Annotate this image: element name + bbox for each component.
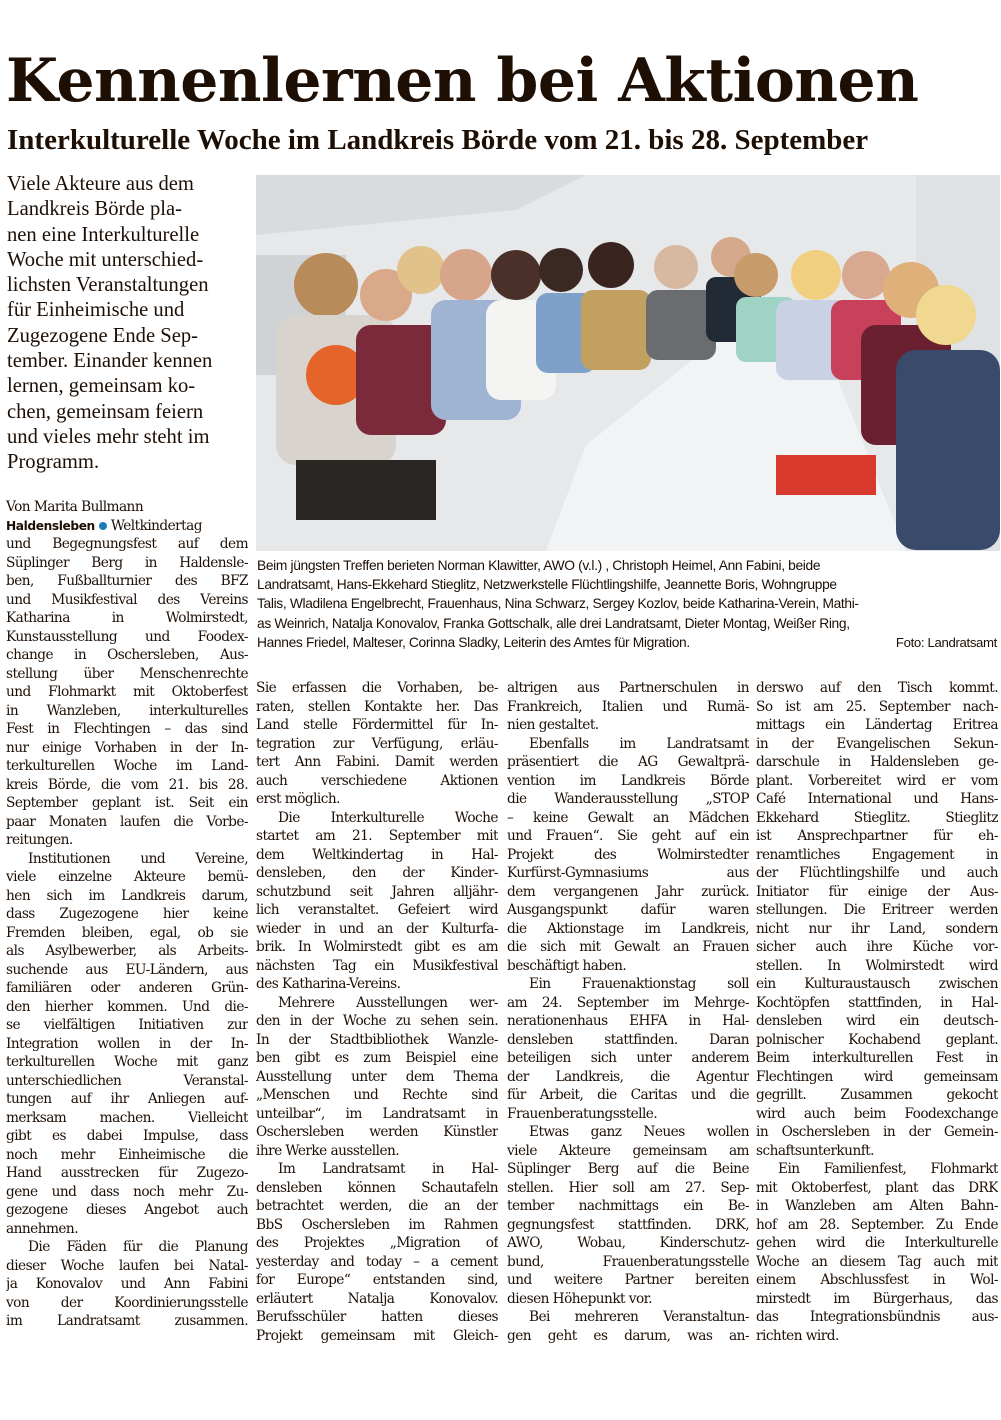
paragraph-start-line: Im Landratsamt in Hal-	[278, 1161, 498, 1177]
caption-line: Beim jüngsten Treffen berieten Norman Klawitter, AWO (v.l.) , Christoph Heimel, Ann Fabini, beide	[257, 558, 821, 573]
teaser	[7, 172, 247, 476]
text-line: merksam machen. Vielleicht	[6, 1109, 248, 1126]
text-line: dass Zugezogene hier keine	[6, 906, 248, 922]
text-line: erst möglich.	[256, 791, 340, 807]
text-line: gene und dass noch mehr Zu-	[6, 1183, 248, 1200]
subheadline: Interkulturelle Woche im Landkreis Börde vom 21. bis 28. September	[7, 124, 869, 157]
text-line: auch verschiedene Aktionen	[256, 772, 498, 789]
text-line: densleben, den der Kinder-	[256, 865, 498, 881]
teaser-line: für Einheimische und	[7, 299, 185, 322]
text-line: hen sich im Landkreis darum,	[6, 887, 248, 904]
text-line: und Musikfestival des Vereins	[6, 591, 248, 608]
caption-line: as Weinrich, Natalja Konovalov, Franka Gottschalk, alle drei Landratsamt, Dieter Montag, Weißer Ring,	[257, 615, 850, 631]
text-line: ein Kulturaustausch zwischen	[756, 976, 998, 992]
text-line: Katharina in Wolmirstedt,	[6, 610, 248, 626]
paragraph-start-line: Die Fäden für die Planung	[28, 1239, 248, 1255]
teaser-line: nen eine Interkulturelle	[7, 223, 200, 246]
paragraph-start-line: Die Interkulturelle Woche	[278, 809, 498, 826]
text-line: beschäftigt haben.	[507, 957, 627, 974]
text-line: das Integrationsbündnis aus-	[756, 1309, 998, 1325]
teaser-line: und vieles mehr steht im	[7, 425, 210, 448]
text-line: betrachtet werden, die an der	[256, 1198, 498, 1214]
text-line: den hierher kommen. Und die-	[6, 998, 248, 1015]
text-line: und Begegnungsfest auf dem	[6, 536, 248, 552]
text-line: unteilbar“, im Landratsamt in	[256, 1105, 498, 1122]
text-line: startet am 21. September mit	[256, 828, 498, 844]
text-line: stellung über Menschenrechte	[6, 665, 248, 682]
paragraph-start-line: Ein Frauenaktionstag soll	[529, 976, 749, 992]
text-line: „Menschen und Rechte sind	[256, 1087, 498, 1103]
text-line: ja Konovalov und Ann Fabini	[6, 1276, 248, 1292]
text-line: dieser Woche laufen bei Natal-	[6, 1257, 248, 1274]
text-line: und weitere Partner bereiten	[507, 1272, 749, 1288]
text-line: beteiligen sich unter anderem	[507, 1050, 749, 1066]
text-line: mit Oktoberfest, plant das DRK	[756, 1179, 998, 1196]
text-line: den in der Woche zu sehen sein.	[256, 1013, 498, 1029]
text-line: se vielfältigen Initiativen zur	[6, 1017, 248, 1033]
text-line: Initiator für einige der Aus-	[756, 883, 998, 900]
text-line: als Asylbewerber, als Arbeits-	[6, 943, 248, 959]
text-line: In der Stadtbibliothek Wanzle-	[256, 1031, 498, 1048]
text-line: Ausstellung unter dem Thema	[256, 1068, 498, 1085]
text-line: vention im Landkreis Börde	[507, 772, 749, 789]
photo-caption	[257, 556, 997, 652]
text-line: und Flohmarkt mit Oktoberfest	[6, 684, 248, 700]
byline: Von Marita Bullmann	[6, 499, 144, 515]
text-line: terkulturellen Woche im Land-	[6, 758, 248, 774]
text-line: Flechtingen wird gemeinsam	[756, 1068, 998, 1085]
text-line: Süplinger Berg auf die Beine	[507, 1161, 749, 1177]
text-line: stellen. Hier soll am 27. Sep-	[507, 1179, 749, 1196]
teaser-line: tember. Einander kennen	[7, 350, 213, 373]
teaser-line: Programm.	[7, 451, 100, 474]
paragraph-start-line: Etwas ganz Neues wollen	[529, 1124, 749, 1140]
text-line: September geplant ist. Seit ein	[6, 795, 248, 811]
text-line: nien gestaltet.	[507, 717, 599, 733]
photo-credit: Foto: Landratsamt	[895, 634, 997, 650]
text-line: Ausgangspunkt dafür waren	[507, 902, 749, 918]
teaser-line: chen, gemeinsam feiern	[7, 400, 204, 423]
first-line-text: Weltkindertag	[110, 517, 202, 534]
text-line: Projekt des Wolmirstedter	[507, 846, 749, 863]
text-line: brik. In Wolmirstedt gibt es am	[256, 939, 498, 955]
text-line: unterschiedlichen Veranstal-	[6, 1072, 248, 1089]
text-line: BbS Oschersleben im Rahmen	[256, 1216, 498, 1233]
text-line: – keine Gewalt an Mädchen	[507, 809, 749, 826]
text-line: densleben wird ein deutsch-	[756, 1013, 998, 1029]
text-line: kreis Börde, die vom 21. bis 28.	[6, 776, 248, 793]
text-line: gehen wird die Interkulturelle	[756, 1235, 998, 1251]
text-line: Ekkehard Stieglitz. Stieglitz	[756, 809, 998, 826]
text-line: mirstedt im Bürgerhaus, das	[756, 1290, 998, 1307]
text-line: viele Akteure gemeinsam am	[507, 1142, 749, 1159]
text-line: tegration zur Verfügung, erläu-	[256, 735, 498, 752]
text-line: densleben stattfinden. Daran	[507, 1031, 749, 1048]
text-line: dem Weltkindertag in Hal-	[256, 846, 498, 863]
paragraph-start-line: Ein Familienfest, Flohmarkt	[778, 1161, 998, 1177]
text-line: mittags ein Ländertag Eritrea	[756, 717, 998, 733]
text-line: renamtliches Engagement in	[756, 846, 998, 863]
text-line: tungen auf ihr Anliegen auf-	[6, 1091, 248, 1107]
text-line: in Wanzleben am Alten Bahn-	[756, 1198, 998, 1214]
text-line: wird auch beim Foodexchange	[756, 1105, 998, 1122]
teaser-line: Woche mit unterschied-	[7, 248, 204, 271]
text-line: gibt es dabei Impulse, dass	[6, 1128, 248, 1144]
text-line: nicht nur ihr Land, sondern	[756, 920, 998, 937]
text-line: plant. Vorbereitet wird er vom	[756, 772, 998, 789]
text-line: lich veranstaltet. Gefeiert wird	[256, 902, 498, 918]
text-line: Oschersleben werden Künstler	[256, 1124, 498, 1140]
caption-line: Landratsamt, Hans-Ekkehard Stieglitz, Netzwerkstelle Flüchtlingshilfe, Jeannette Boris, Wohngruppe	[257, 577, 837, 593]
text-line: ben, Fußballturnier des BFZ	[6, 573, 248, 589]
bullet-dot-icon	[99, 522, 107, 530]
text-line: nur einige Vorhaben in der In-	[6, 739, 248, 756]
text-line: stellen. In Wolmirstedt wird	[756, 957, 998, 974]
text-line: ihre Werke ausstellen.	[256, 1142, 400, 1159]
paragraph-start-line: Ebenfalls im Landratsamt	[529, 735, 749, 752]
paragraph-start-line: Mehrere Ausstellungen wer-	[278, 994, 498, 1011]
text-line: richten wird.	[756, 1327, 839, 1344]
text-line: change in Oschersleben, Aus-	[6, 647, 248, 663]
text-line: präsentiert die AG Gewaltprä-	[507, 754, 749, 770]
text-line: Berufsschüler hatten dieses	[256, 1309, 498, 1325]
text-line: erläutert Natalja Konovalov.	[256, 1290, 498, 1307]
text-line: gen geht es darum, was an-	[507, 1327, 749, 1344]
text-line: bund, Frauenberatungsstelle	[507, 1253, 749, 1270]
text-line: einem Abschlussfest in Wol-	[756, 1272, 998, 1288]
text-line: raten, stellen Kontakte her. Das	[256, 698, 498, 715]
caption-line: Talis, Wladilena Engelbrecht, Frauenhaus, Nina Schwarz, Sergey Kozlov, beide Katharina-Verein, Mathi-	[257, 596, 859, 612]
text-line: Land stelle Fördermittel für In-	[256, 717, 498, 733]
text-line: Integration wollen in der In-	[6, 1035, 248, 1052]
article-column-4	[756, 679, 998, 1345]
text-line: Café International und Hans-	[756, 791, 998, 807]
text-line: die sich mit Gewalt an Frauen	[507, 939, 749, 955]
text-line: ist Ansprechpartner für eh-	[756, 828, 998, 844]
text-line: Süplinger Berg in Haldensle-	[6, 554, 248, 571]
text-line: im Landratsamt zusammen.	[6, 1313, 248, 1329]
text-line: dem vergangenen Jahr zurück.	[507, 883, 749, 900]
text-line: terkulturellen Woche mit ganz	[6, 1054, 248, 1070]
text-line: tember nachmittags ein Be-	[507, 1198, 749, 1214]
text-line: tert Ann Fabini. Damit werden	[256, 754, 498, 770]
text-line: ben gibt es zum Beispiel eine	[256, 1050, 498, 1066]
text-line: diesen Höhepunkt vor.	[507, 1290, 652, 1307]
text-line: polnischer Kochabend geplant.	[756, 1031, 998, 1048]
text-line: densleben können Schautafeln	[256, 1179, 498, 1196]
teaser-line: Viele Akteure aus dem	[7, 173, 194, 195]
photo-illustration	[256, 175, 1000, 551]
text-line: noch mehr Einheimische die	[6, 1146, 248, 1163]
text-line: und Frauen“. Sie geht auf ein	[507, 828, 749, 844]
text-line: suchende aus EU-Ländern, aus	[6, 961, 248, 978]
text-line: familiären oder anderen Grün-	[6, 980, 248, 996]
dateline-line	[6, 517, 248, 536]
text-line: Fremden bleiben, egal, ob sie	[6, 924, 248, 941]
text-line: viele einzelne Akteure bemü-	[6, 869, 248, 885]
text-line: am 24. September im Mehrge-	[507, 994, 749, 1011]
text-line: die Aktionstage im Landkreis,	[507, 920, 749, 937]
teaser-line: lichsten Veranstaltungen	[7, 274, 209, 297]
text-line: nerationenhaus EHFA in Hal-	[507, 1013, 749, 1029]
caption-line: Hannes Friedel, Malteser, Corinna Sladky, Leiterin des Amtes für Migration.	[257, 634, 690, 650]
text-line: Beim interkulturellen Fest in	[756, 1050, 998, 1066]
text-line: in Wanzleben, interkulturelles	[6, 702, 248, 719]
text-line: Kochtöpfen stattfinden, in Hal-	[756, 994, 998, 1011]
text-line: des Projektes „Migration of	[256, 1235, 498, 1251]
text-line: Woche an diesem Tag auch mit	[756, 1253, 998, 1270]
paragraph-start-line: Institutionen und Vereine,	[28, 850, 248, 867]
text-line: die Wanderausstellung „STOP	[507, 791, 749, 807]
text-line: paar Monaten laufen die Vorbe-	[6, 813, 248, 830]
text-line: für Arbeit, die Caritas und die	[507, 1087, 749, 1103]
text-line: in der Evangelischen Sekun-	[756, 735, 998, 752]
text-line: darschule in Haldensleben ge-	[756, 754, 998, 770]
teaser-line: Zugezogene Ende Sep-	[7, 324, 198, 347]
text-line: des Katharina-Vereins.	[256, 976, 401, 992]
text-line: hof am 28. September. Zu Ende	[756, 1216, 998, 1233]
article-column-2	[256, 679, 498, 1345]
text-line: AWO, Wobau, Kinderschutz-	[507, 1235, 749, 1251]
text-line: Kurfürst-Gymnasiums aus	[507, 865, 749, 881]
text-line: der Flüchtlingshilfe und auch	[756, 865, 998, 881]
text-line: Frauenberatungsstelle.	[507, 1105, 658, 1122]
paragraph-start-line: Bei mehreren Veranstaltun-	[529, 1309, 749, 1325]
text-line: annehmen.	[6, 1220, 79, 1237]
text-line: von der Koordinierungsstelle	[6, 1294, 248, 1311]
text-line: for Europe“ entstanden sind,	[256, 1272, 498, 1288]
text-line: derswo auf den Tisch kommt.	[756, 680, 998, 696]
text-line: Sie erfassen die Vorhaben, be-	[256, 680, 498, 696]
article-column-1	[6, 498, 248, 1331]
text-line: wieder in und an der Kulturfa-	[256, 920, 498, 937]
text-line: gegnungsfest stattfinden. DRK,	[507, 1216, 749, 1233]
text-line: Kunstausstellung und Foodex-	[6, 628, 248, 645]
article-column-3	[507, 679, 749, 1345]
text-line: der Landkreis, die Agentur	[507, 1068, 749, 1085]
teaser-line: lernen, gemeinsam ko-	[7, 375, 196, 398]
text-line: sicher auch ihre Küche vor-	[756, 939, 998, 955]
text-line: nächsten Tag ein Musikfestival	[256, 957, 498, 974]
text-line: gezogene dieses Angebot auch	[6, 1202, 248, 1218]
dateline: Haldensleben	[6, 518, 95, 533]
teaser-line: Landkreis Börde pla-	[7, 198, 182, 221]
text-line: Hand ausstrecken für Zugezo-	[6, 1165, 248, 1181]
text-line: schutzbund seit Jahren alljähr-	[256, 883, 498, 900]
text-line: Fest in Flechtingen – das sind	[6, 721, 248, 737]
text-line: altrigen aus Partnerschulen in	[507, 680, 749, 696]
text-line: gegrillt. Zusammen gekocht	[756, 1087, 998, 1103]
text-line: stellungen. Die Eritreer werden	[756, 902, 998, 918]
text-line: schaftsunterkunft.	[756, 1142, 874, 1159]
text-line: in Oschersleben in der Gemein-	[756, 1124, 998, 1140]
text-line: Frankreich, Italien und Rumä-	[507, 698, 749, 715]
headline: Kennenlernen bei Aktionen	[6, 46, 919, 117]
text-line: Projekt gemeinsam mit Gleich-	[256, 1327, 498, 1344]
text-line: reitungen.	[6, 832, 73, 848]
article-photo	[256, 175, 1000, 551]
text-line: yesterday and today – a cement	[256, 1253, 498, 1270]
text-line: So ist am 25. September nach-	[756, 698, 998, 715]
